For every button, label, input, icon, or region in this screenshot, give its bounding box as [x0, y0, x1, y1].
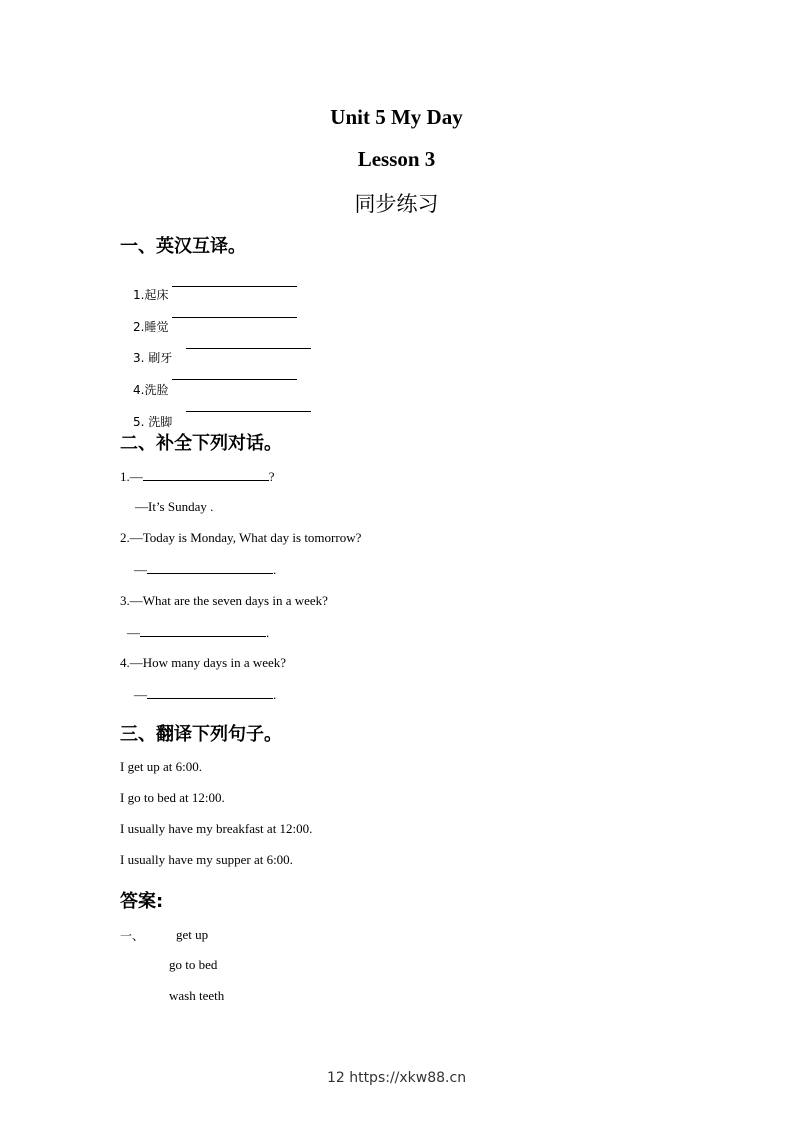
answer-blank[interactable] [172, 367, 297, 380]
answer-blank[interactable] [140, 624, 266, 637]
section3-heading: 三、翻译下列句子。 [120, 724, 282, 745]
section1-item-3: 3. 刷牙 [133, 351, 173, 365]
answer-blank[interactable] [186, 336, 311, 349]
dialog-question-4: 4.—How many days in a week? [120, 655, 287, 670]
answer-blank[interactable] [186, 399, 311, 412]
answer-blank[interactable] [172, 305, 297, 318]
lesson-title: Lesson 3 [357, 147, 436, 171]
answer-blank[interactable] [147, 686, 273, 699]
answer-blank[interactable] [147, 561, 273, 574]
answer-item-1: get up [176, 927, 209, 942]
sentence-3: I usually have my breakfast at 12:00. [120, 821, 313, 836]
dialog-question-2: 2.—Today is Monday, What day is tomorrow? [120, 530, 362, 545]
sentence-4: I usually have my supper at 6:00. [120, 852, 293, 867]
section1-item-5: 5. 洗脚 [133, 415, 173, 429]
section1-heading: 一、英汉互译。 [120, 236, 246, 257]
dialog-answer-3: — . [127, 625, 270, 640]
dialog-question-3: 3.—What are the seven days in a week? [120, 593, 328, 608]
answer-item-3: wash teeth [169, 988, 225, 1003]
sentence-1: I get up at 6:00. [120, 759, 202, 774]
dialog-question-1: 1.— ? [120, 469, 275, 484]
sentence-2: I go to bed at 12:00. [120, 790, 225, 805]
page-footer: 12 https://xkw88.cn [326, 1070, 467, 1086]
section1-item-1: 1.起床 [133, 288, 169, 302]
document-title: Unit 5 My Day [330, 105, 463, 129]
dialog-answer-4: — . [134, 687, 277, 702]
dialog-answer-2: — . [134, 562, 277, 577]
section1-item-4: 4.洗脸 [133, 383, 169, 397]
dialog-answer-1: —It’s Sunday . [135, 499, 214, 514]
section1-item-2: 2.睡觉 [133, 320, 169, 334]
practice-subtitle: 同步练习 [354, 192, 439, 216]
section2-heading: 二、补全下列对话。 [120, 433, 282, 454]
answer-blank[interactable] [172, 274, 297, 287]
answers-heading: 答案: [120, 891, 164, 912]
answer-item-2: go to bed [169, 957, 218, 972]
answers-label: 一、 [120, 929, 145, 943]
answer-blank[interactable] [143, 468, 269, 481]
